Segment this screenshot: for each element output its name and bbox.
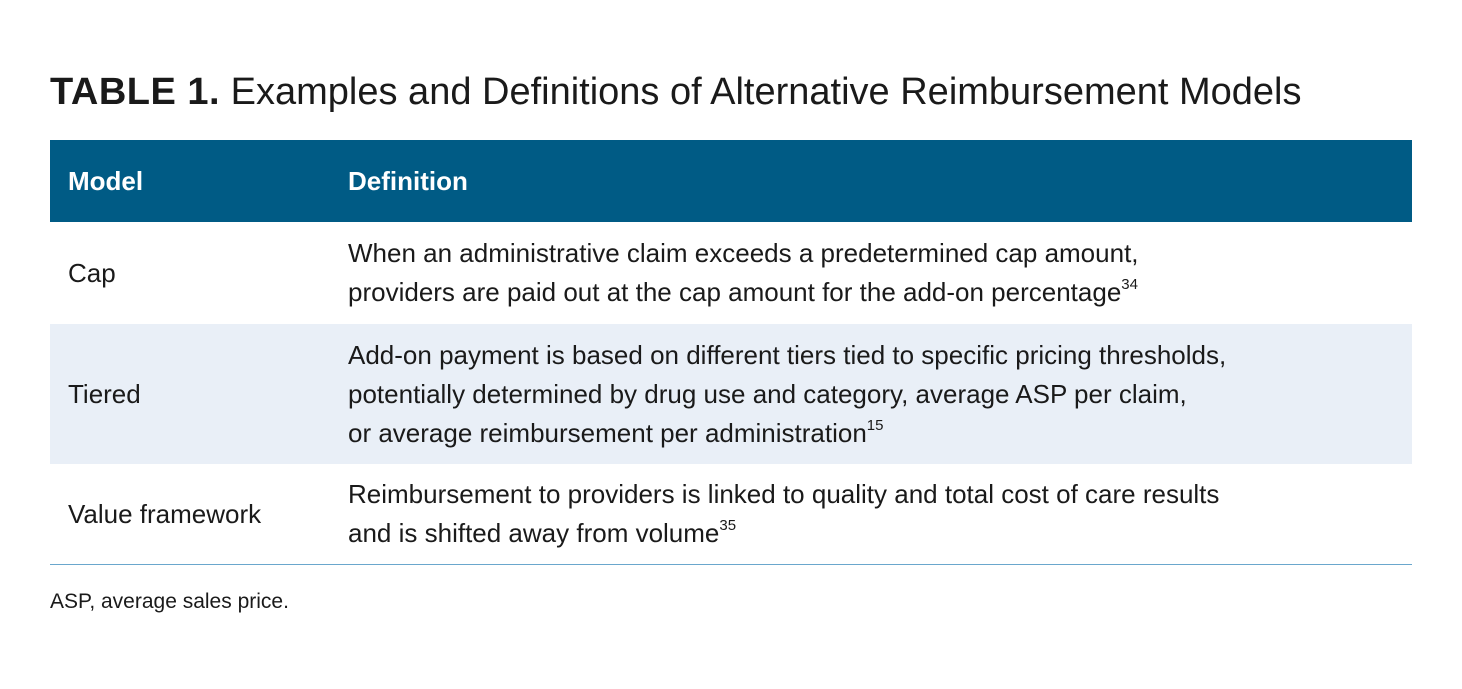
table-header-row — [50, 140, 1412, 222]
column-header-definition: Definition — [348, 165, 468, 196]
definition-line: When an administrative claim exceeds a predetermined cap amount, — [348, 238, 1139, 268]
definition-cell — [348, 234, 1412, 312]
table-title — [50, 66, 1302, 118]
definitions-table — [50, 140, 1412, 565]
reference-superscript: 15 — [866, 416, 884, 434]
column-header-model: Model — [68, 165, 144, 196]
definition-line: and is shifted away from volume$^{35}$ — [348, 517, 737, 548]
definition-cell — [348, 475, 1412, 553]
definition-line: or average reimbursement per administration$^{15}$ — [348, 416, 884, 448]
model-cell: Tiered — [68, 378, 141, 409]
table-row-value-framework — [50, 464, 1412, 565]
definition-line: Add-on payment is based on different tiers tied to specific pricing thresholds, — [348, 339, 1227, 370]
model-cell: Value framework — [68, 498, 262, 529]
model-cell: Cap — [68, 257, 116, 288]
definition-line: potentially determined by drug use and category, average ASP per claim, — [348, 378, 1187, 409]
definition-line: Reimbursement to providers is linked to quality and total cost of care results — [348, 479, 1220, 509]
table-footnote: ASP, average sales price. — [50, 590, 289, 613]
reference-superscript: 34 — [1121, 276, 1138, 294]
table-number: TABLE 1. — [50, 71, 221, 113]
definition-line: providers are paid out at the cap amount for the add-on percentage$^{34}$ — [348, 276, 1138, 307]
definition-cell — [348, 336, 1412, 453]
reference-superscript: 35 — [719, 517, 737, 535]
table-caption: Examples and Definitions of Alternative Reimbursement Models — [230, 71, 1302, 113]
table-row-tiered — [50, 324, 1412, 464]
table-row-cap — [50, 222, 1412, 324]
